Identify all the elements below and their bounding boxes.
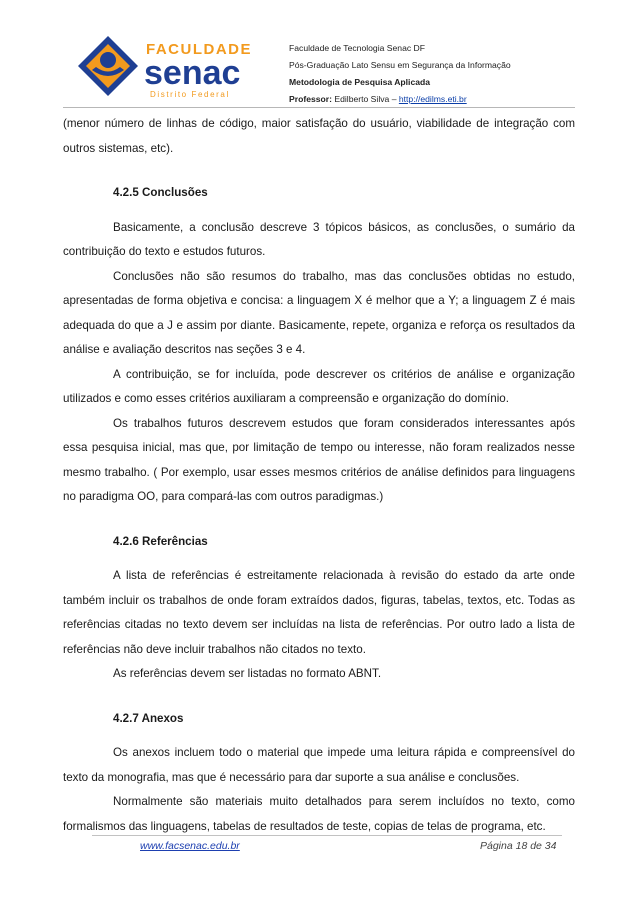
section-heading-4-2-7: 4.2.7 Anexos	[113, 711, 184, 725]
course-name: Metodologia de Pesquisa Aplicada	[289, 77, 431, 87]
professor-link[interactable]: http://edilms.eti.br	[398, 94, 467, 104]
professor-name: Edilberto Silva –	[331, 94, 399, 104]
header-divider	[63, 107, 575, 108]
logo-subtitle: Distrito Federal	[150, 90, 230, 99]
document-body	[63, 112, 575, 839]
professor-label: Professor:	[289, 94, 332, 104]
logo-brand-text: senac	[144, 54, 241, 92]
paragraph: Normalmente são materiais muito detalhados para serem incluídos no texto, como formalismos das linguagens, tabelas de resultados de teste, copias de telas de programa, etc.	[63, 795, 575, 833]
footer-link[interactable]: www.facsenac.edu.br	[140, 840, 240, 852]
footer-divider	[92, 835, 562, 836]
paragraph: A contribuição, se for incluída, pode descrever os critérios de análise e organização utilizados e como esses critérios auxiliaram a compreensão e organização do domínio.	[63, 367, 575, 405]
paragraph: Basicamente, a conclusão descreve 3 tópicos básicos, as conclusões, o sumário da contribuição do texto e estudos futuros.	[63, 220, 575, 258]
page-number: Página 18 de 34	[480, 840, 557, 852]
paragraph: A lista de referências é estreitamente relacionada à revisão do estado da arte onde também incluir os trabalhos de onde foram extraídos dados, figuras, tabelas, textos, etc. Todas as referências citadas no texto devem ser incluídas na lista de referências. Por outro lado a lista de referências não deve incluir trabalhos não citados no texto.	[63, 569, 575, 656]
logo-top-text: FACULDADE	[146, 41, 252, 58]
section-heading-4-2-6: 4.2.6 Referências	[113, 534, 208, 548]
paragraph: Os anexos incluem todo o material que impede uma leitura rápida e compreensível do texto da monografia, mas que é necessário para dar suporte a sua análise e conclusões.	[63, 746, 575, 784]
intro-paragraph: (menor número de linhas de código, maior satisfação do usuário, viabilidade de integração com outros sistemas, etc).	[63, 117, 575, 155]
paragraph: Conclusões não são resumos do trabalho, mas das conclusões obtidas no estudo, apresentadas de forma objetiva e concisa: a linguagem X é melhor que a Y; a linguagem Z é mais adequada do que a J e assim por diante. Basicamente, repete, organiza e reforça os resultados da análise e avaliação descritos nas seções 3 e 4.	[63, 269, 575, 356]
program-name: Pós-Graduação Lato Sensu em Segurança da Informação	[289, 60, 511, 70]
paragraph: Os trabalhos futuros descrevem estudos que foram considerados interessantes após essa pesquisa inicial, mas que, por limitação de tempo ou interesse, não foram realizados nesse mesmo trabalho. ( Por exemplo, usar esses mesmos critérios de análise definidos para linguagens no paradigma OO, para compará-las com outros paradigmas.)	[63, 416, 575, 503]
professor-line	[289, 91, 511, 108]
paragraph: As referências devem ser listadas no formato ABNT.	[113, 667, 382, 680]
institution-name: Faculdade de Tecnologia Senac DF	[289, 43, 425, 53]
header-info	[289, 40, 511, 108]
section-heading-4-2-5: 4.2.5 Conclusões	[113, 186, 208, 199]
senac-logo	[76, 34, 276, 102]
